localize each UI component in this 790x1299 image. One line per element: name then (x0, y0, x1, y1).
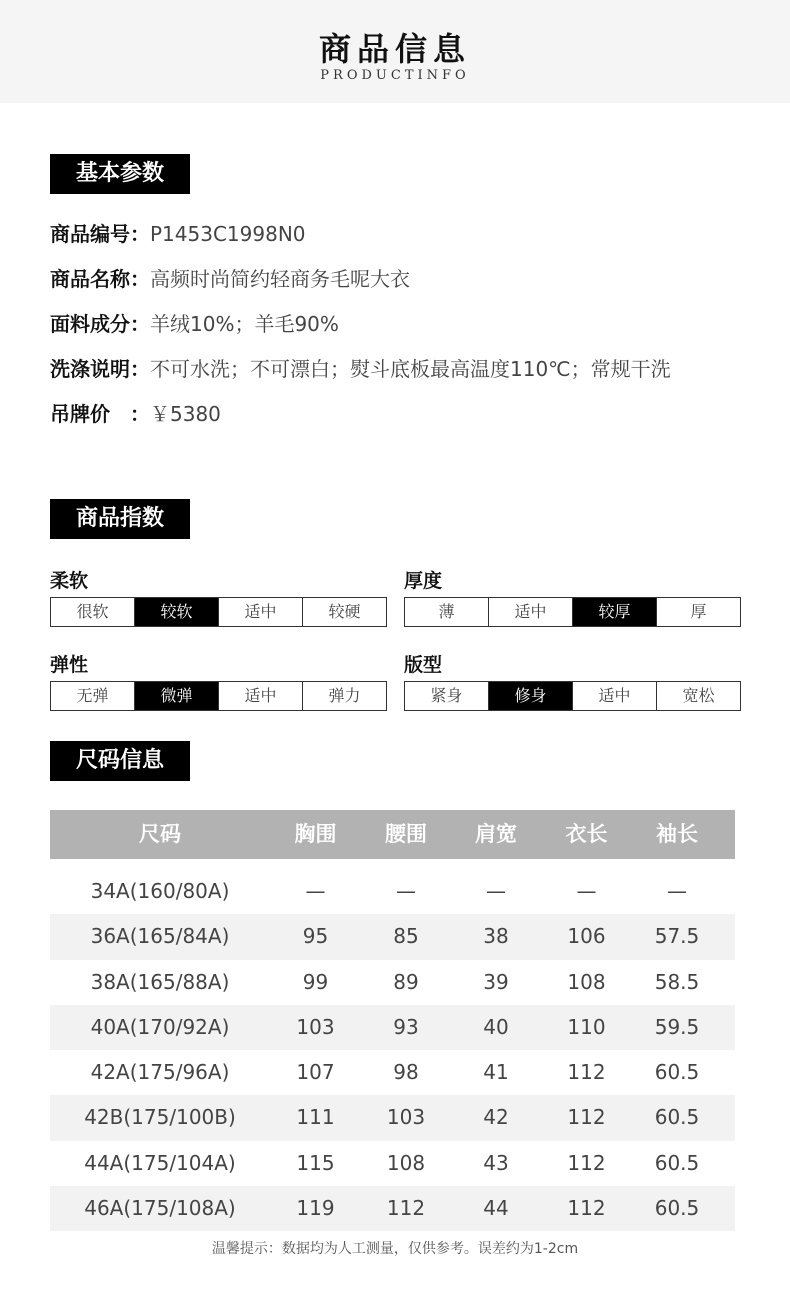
table-cell: 60.5 (654, 1150, 700, 1175)
index-option: 较厚 (573, 598, 657, 626)
column-header: 腰围 (385, 822, 427, 846)
table-cell: 85 (393, 924, 419, 949)
table-row (50, 1186, 735, 1231)
info-label: 吊牌价 ： (50, 402, 150, 426)
table-cell: 39 (483, 969, 509, 994)
index-option: 紧身 (405, 682, 489, 710)
info-row-name (50, 266, 410, 292)
table-cell: 36A(165/84A) (90, 924, 230, 949)
table-row (50, 914, 735, 959)
table-cell: 41 (483, 1060, 509, 1085)
table-cell: 103 (296, 1014, 335, 1039)
index-option: 微弹 (135, 682, 219, 710)
size-table-body (50, 859, 735, 1231)
table-row (50, 1050, 735, 1095)
info-label: 商品编号： (50, 222, 150, 246)
table-cell: 108 (567, 969, 606, 994)
table-row (50, 869, 735, 914)
index-option: 宽松 (682, 686, 715, 705)
table-cell: 111 (296, 1105, 335, 1130)
table-cell: 93 (393, 1014, 419, 1039)
table-cell: — (667, 879, 687, 903)
info-label: 洗涤说明： (50, 357, 150, 381)
table-cell: 112 (386, 1196, 426, 1221)
column-header: 袖长 (656, 822, 698, 846)
size-table (50, 810, 735, 1231)
index-option: 适中 (219, 682, 303, 710)
index-title-elasticity: 弹性 (50, 654, 89, 676)
table-cell: 38A(165/88A) (90, 969, 230, 994)
table-cell: 59.5 (654, 1014, 700, 1039)
basic-params-label: 基本参数 (50, 154, 190, 194)
index-option: 较软 (135, 598, 219, 626)
table-cell: 115 (296, 1150, 335, 1175)
table-cell: 89 (393, 969, 419, 994)
table-row (50, 1005, 735, 1050)
table-cell: 40A(170/92A) (90, 1014, 230, 1039)
table-cell: 103 (386, 1105, 426, 1130)
page-header (0, 0, 790, 103)
table-cell: 98 (393, 1060, 419, 1085)
table-row (50, 1141, 735, 1186)
table-cell: 58.5 (654, 969, 700, 994)
table-cell: 60.5 (654, 1196, 700, 1221)
index-bar-elasticity (50, 681, 387, 711)
index-title-thickness: 厚度 (404, 570, 443, 592)
table-cell: 38 (483, 924, 509, 949)
column-header: 肩宽 (475, 822, 517, 846)
info-row-fabric (50, 311, 339, 337)
table-cell: 110 (567, 1014, 606, 1039)
table-cell: 108 (386, 1150, 426, 1175)
info-value: 不可水洗；不可漂白；熨斗底板最高温度110℃；常规干洗 (150, 357, 671, 381)
info-row-code (50, 221, 306, 247)
info-value: ￥5380 (150, 402, 221, 426)
table-cell: 60.5 (654, 1060, 700, 1085)
index-option: 修身 (489, 682, 573, 710)
index-option: 适中 (219, 598, 303, 626)
size-table-header (50, 810, 735, 859)
index-option: 很软 (51, 598, 135, 626)
table-cell: 42A(175/96A) (90, 1060, 230, 1085)
info-row-washing (50, 356, 671, 382)
table-cell: 112 (567, 1150, 606, 1175)
table-cell: 57.5 (654, 924, 700, 949)
table-cell: 112 (567, 1060, 606, 1085)
info-label: 商品名称： (50, 267, 150, 291)
table-cell: 99 (302, 969, 329, 994)
page-subtitle: PRODUCTINFO (320, 68, 470, 83)
table-cell: 42 (483, 1105, 509, 1130)
index-bar-thickness (404, 597, 741, 627)
table-cell: 119 (296, 1196, 335, 1221)
table-cell: 34A(160/80A) (90, 879, 230, 903)
index-title-softness: 柔软 (50, 570, 89, 592)
table-cell: — (486, 879, 506, 903)
column-header: 尺码 (139, 822, 181, 846)
table-cell: — (305, 879, 326, 903)
index-title-fit: 版型 (404, 654, 443, 676)
info-value: P1453C1998N0 (150, 222, 306, 246)
table-row (50, 1095, 735, 1140)
size-info-label: 尺码信息 (50, 741, 190, 781)
table-cell: 44 (483, 1196, 509, 1221)
index-option: 无弹 (51, 682, 135, 710)
table-cell: — (576, 879, 597, 903)
table-cell: 60.5 (654, 1105, 700, 1130)
index-option: 弹力 (328, 686, 361, 705)
table-cell: 42B(175/100B) (84, 1105, 236, 1130)
table-cell: 112 (567, 1196, 606, 1221)
index-bar-softness (50, 597, 387, 627)
page-title: 商品信息 (318, 30, 471, 68)
index-option: 薄 (405, 598, 489, 626)
table-cell: 112 (567, 1105, 606, 1130)
table-cell: — (396, 879, 416, 903)
column-header: 衣长 (565, 822, 608, 846)
table-cell: 106 (567, 924, 606, 949)
index-option: 厚 (690, 602, 707, 621)
info-value: 羊绒10%；羊毛90% (150, 312, 339, 336)
table-row (50, 960, 735, 1005)
column-header: 胸围 (294, 822, 337, 846)
info-label: 面料成分： (50, 312, 150, 336)
info-value: 高频时尚简约轻商务毛呢大衣 (150, 267, 410, 291)
table-cell: 95 (302, 924, 329, 949)
info-row-price (50, 401, 221, 427)
measurement-note: 温馨提示：数据均为人工测量，仅供参考。误差约为1-2cm (211, 1241, 579, 1257)
table-cell: 44A(175/104A) (84, 1150, 236, 1175)
index-bar-fit (404, 681, 741, 711)
index-option: 适中 (573, 682, 657, 710)
table-cell: 40 (483, 1014, 509, 1039)
product-index-label: 商品指数 (50, 499, 190, 539)
table-cell: 43 (483, 1150, 509, 1175)
index-option: 较硬 (328, 602, 361, 621)
index-option: 适中 (489, 598, 573, 626)
table-cell: 107 (296, 1060, 335, 1085)
table-cell: 46A(175/108A) (84, 1196, 236, 1221)
